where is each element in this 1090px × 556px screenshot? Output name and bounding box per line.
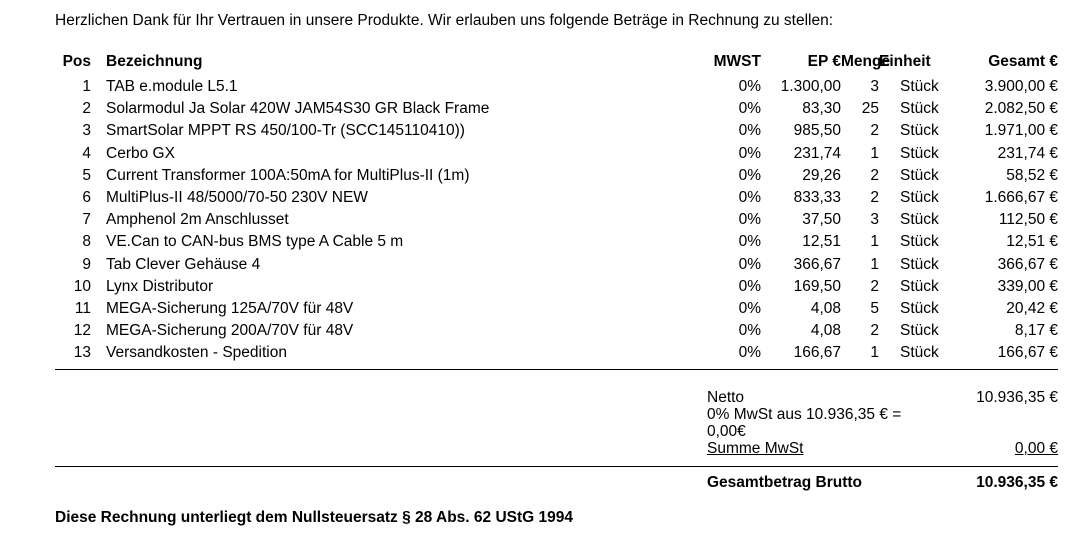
netto-label: Netto <box>707 389 745 406</box>
cell-mwst: 0% <box>738 100 761 118</box>
gesamt-label: Gesamtbetrag Brutto <box>707 474 863 491</box>
cell-menge: 2 <box>870 122 879 140</box>
header-gesamt: Gesamt € <box>988 52 1058 70</box>
cell-menge: 2 <box>870 322 879 340</box>
gesamt-value: 10.936,35 € <box>976 474 1058 491</box>
cell-mwst: 0% <box>738 344 761 362</box>
cell-pos: 10 <box>73 277 91 295</box>
cell-einheit: Stück <box>900 122 939 140</box>
cell-mwst: 0% <box>738 233 761 251</box>
cell-menge: 3 <box>870 78 879 96</box>
header-pos: Pos <box>62 52 91 70</box>
mwst-detail-line <box>707 406 1058 423</box>
table-header-row <box>55 47 1058 76</box>
cell-ep: 83,30 <box>802 100 841 118</box>
cell-mwst: 0% <box>738 277 761 295</box>
cell-pos: 9 <box>82 255 91 273</box>
table-row <box>55 165 1058 187</box>
table-row <box>55 143 1058 165</box>
cell-einheit: Stück <box>900 299 939 317</box>
table-row <box>55 342 1058 364</box>
cell-bezeichnung: MultiPlus-II 48/5000/70-50 230V NEW <box>106 189 368 207</box>
cell-gesamt: 112,50 € <box>998 211 1058 229</box>
cell-gesamt: 12,51 € <box>1006 233 1058 251</box>
table-row <box>55 298 1058 320</box>
cell-mwst: 0% <box>738 322 761 340</box>
table-row <box>55 187 1058 209</box>
cell-gesamt: 231,74 € <box>997 144 1058 162</box>
cell-mwst: 0% <box>738 78 761 96</box>
cell-ep: 231,74 <box>793 144 841 162</box>
cell-pos: 8 <box>82 233 91 251</box>
cell-bezeichnung: MEGA-Sicherung 125A/70V für 48V <box>106 299 354 317</box>
cell-einheit: Stück <box>900 100 939 118</box>
header-bezeichnung: Bezeichnung <box>106 52 203 70</box>
cell-bezeichnung: Lynx Distributor <box>106 277 214 295</box>
cell-einheit: Stück <box>900 166 939 184</box>
cell-einheit: Stück <box>900 189 939 207</box>
cell-bezeichnung: MEGA-Sicherung 200A/70V für 48V <box>106 322 354 340</box>
mwst-detail-amount: 0,00€ <box>707 423 746 440</box>
cell-ep: 37,50 <box>802 211 841 229</box>
table-row <box>55 231 1058 253</box>
summe-mwst-line <box>707 440 1058 457</box>
table-row <box>55 209 1058 231</box>
cell-menge: 2 <box>870 189 879 207</box>
summe-mwst-label: Summe MwSt <box>707 440 804 457</box>
invoice-items-table <box>55 47 1058 364</box>
table-body <box>55 76 1058 364</box>
mwst-detail-line-2 <box>707 423 1058 440</box>
cell-bezeichnung: TAB e.module L5.1 <box>106 78 238 96</box>
cell-einheit: Stück <box>900 344 939 362</box>
cell-bezeichnung: Amphenol 2m Anschlusset <box>106 211 289 229</box>
cell-einheit: Stück <box>900 78 939 96</box>
cell-pos: 11 <box>74 299 91 317</box>
netto-line <box>707 389 1058 406</box>
cell-mwst: 0% <box>738 255 761 273</box>
cell-gesamt: 8,17 € <box>1014 322 1058 340</box>
cell-pos: 7 <box>82 211 91 229</box>
cell-gesamt: 1.971,00 € <box>984 122 1058 140</box>
cell-ep: 985,50 <box>793 122 841 140</box>
cell-gesamt: 58,52 € <box>1006 166 1058 184</box>
mwst-detail-text: 0% MwSt aus 10.936,35 € = <box>707 406 902 423</box>
cell-gesamt: 339,00 € <box>997 277 1058 295</box>
cell-ep: 366,67 <box>793 255 841 273</box>
header-mwst: MWST <box>713 52 761 70</box>
cell-mwst: 0% <box>738 144 761 162</box>
table-row <box>55 76 1058 98</box>
cell-einheit: Stück <box>900 144 939 162</box>
table-row <box>55 120 1058 142</box>
table-row <box>55 98 1058 120</box>
cell-menge: 1 <box>870 344 879 362</box>
cell-einheit: Stück <box>900 277 939 295</box>
cell-mwst: 0% <box>738 211 761 229</box>
cell-mwst: 0% <box>738 122 761 140</box>
cell-pos: 4 <box>82 144 91 162</box>
cell-gesamt: 1.666,67 € <box>984 189 1058 207</box>
cell-bezeichnung: VE.Can to CAN-bus BMS type A Cable 5 m <box>106 233 404 251</box>
cell-ep: 833,33 <box>793 189 841 207</box>
cell-bezeichnung: Versandkosten - Spedition <box>106 344 287 362</box>
cell-mwst: 0% <box>738 166 761 184</box>
table-row <box>55 254 1058 276</box>
cell-pos: 1 <box>82 78 91 96</box>
cell-ep: 169,50 <box>793 277 841 295</box>
cell-einheit: Stück <box>900 255 939 273</box>
cell-menge: 5 <box>870 299 879 317</box>
netto-value: 10.936,35 € <box>976 389 1058 406</box>
cell-ep: 4,08 <box>810 322 841 340</box>
header-menge: Menge <box>841 52 891 70</box>
cell-bezeichnung: Current Transformer 100A:50mA for MultiPlus-II (1m) <box>106 166 470 184</box>
cell-ep: 12,51 <box>802 233 841 251</box>
cell-einheit: Stück <box>900 233 939 251</box>
cell-pos: 5 <box>82 166 91 184</box>
header-ep: EP € <box>807 52 841 70</box>
cell-mwst: 0% <box>738 189 761 207</box>
summary-rule <box>55 466 1058 467</box>
cell-mwst: 0% <box>738 299 761 317</box>
cell-ep: 1.300,00 <box>780 78 841 96</box>
cell-menge: 2 <box>870 166 879 184</box>
intro-text: Herzlichen Dank für Ihr Vertrauen in unsere Produkte. Wir erlauben uns folgende Beträge in Rechnung zu stellen: <box>55 12 834 29</box>
cell-menge: 3 <box>870 211 879 229</box>
cell-ep: 4,08 <box>810 299 841 317</box>
table-row <box>55 276 1058 298</box>
table-row <box>55 320 1058 342</box>
cell-menge: 2 <box>870 277 879 295</box>
cell-ep: 29,26 <box>802 166 841 184</box>
cell-menge: 1 <box>870 255 879 273</box>
cell-pos: 3 <box>82 122 91 140</box>
header-einheit: Einheit <box>879 52 931 70</box>
cell-gesamt: 20,42 € <box>1006 299 1058 317</box>
cell-ep: 166,67 <box>793 344 841 362</box>
cell-gesamt: 2.082,50 € <box>984 100 1058 118</box>
cell-menge: 25 <box>861 100 879 118</box>
cell-menge: 1 <box>870 144 879 162</box>
cell-bezeichnung: Solarmodul Ja Solar 420W JAM54S30 GR Black Frame <box>106 100 490 118</box>
cell-einheit: Stück <box>900 322 939 340</box>
cell-menge: 1 <box>870 233 879 251</box>
summary-block <box>707 389 1058 457</box>
table-bottom-rule <box>55 369 1058 370</box>
cell-pos: 6 <box>82 189 91 207</box>
cell-pos: 13 <box>73 344 91 362</box>
cell-gesamt: 366,67 € <box>997 255 1058 273</box>
summe-mwst-value: 0,00 € <box>1014 440 1058 457</box>
cell-einheit: Stück <box>900 211 939 229</box>
cell-gesamt: 166,67 € <box>997 344 1058 362</box>
cell-pos: 12 <box>73 322 91 340</box>
cell-pos: 2 <box>82 100 91 118</box>
cell-bezeichnung: Tab Clever Gehäuse 4 <box>106 255 261 273</box>
cell-bezeichnung: Cerbo GX <box>106 144 175 162</box>
cell-gesamt: 3.900,00 € <box>984 78 1058 96</box>
footer-note: Diese Rechnung unterliegt dem Nullsteuersatz § 28 Abs. 62 UStG 1994 <box>55 509 573 526</box>
cell-bezeichnung: SmartSolar MPPT RS 450/100-Tr (SCC145110410)) <box>106 122 465 140</box>
